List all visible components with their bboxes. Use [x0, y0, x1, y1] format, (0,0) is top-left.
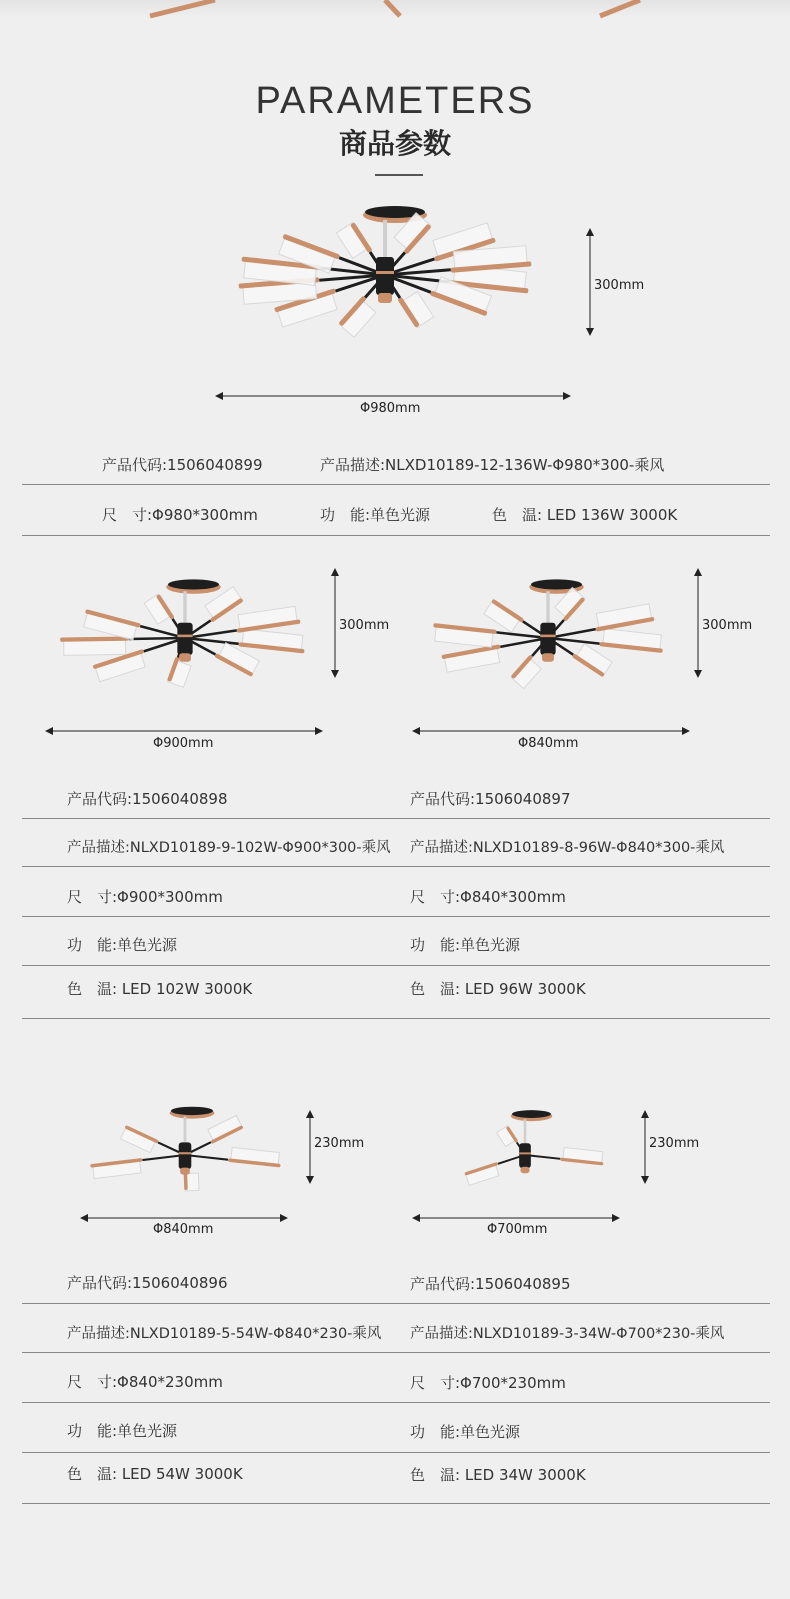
lamp-blade — [510, 654, 543, 688]
lamp-blade — [228, 1147, 282, 1167]
width-label: Φ840mm — [153, 1222, 214, 1237]
width-label: Φ980mm — [360, 401, 421, 416]
divider — [22, 965, 770, 966]
product-temp: 色 温: LED 136W 3000K — [492, 506, 678, 524]
title-cn: 商品参数 — [338, 127, 451, 160]
product-temp: 色 温: LED 96W 3000K — [410, 980, 586, 998]
lamp-image-3 — [400, 560, 690, 700]
divider — [22, 535, 770, 536]
lamp-blade — [238, 629, 306, 654]
lamp-blade — [397, 288, 433, 328]
divider — [22, 866, 770, 867]
lamp-image-4 — [75, 1100, 295, 1210]
lamp-blade — [441, 644, 503, 672]
divider — [22, 484, 770, 485]
product-size: 尺 寸:Φ900*300mm — [67, 888, 223, 906]
lamp-blade — [497, 1125, 519, 1148]
lamp-image-5 — [430, 1100, 610, 1200]
width-label: Φ900mm — [153, 736, 214, 751]
lamp-body-ring — [177, 635, 192, 638]
divider — [22, 1402, 770, 1403]
lamp-arm — [129, 638, 185, 639]
lamp-blade — [484, 599, 525, 634]
lamp-blade — [60, 636, 129, 655]
lamp-body-ring — [376, 271, 394, 274]
product-size: 尺 寸:Φ840*300mm — [410, 888, 566, 906]
lamp-finial — [542, 653, 554, 662]
lamp-arm — [142, 1155, 185, 1160]
height-label: 300mm — [594, 278, 645, 293]
divider — [22, 818, 770, 819]
product-function: 功 能:单色光源 — [320, 506, 431, 524]
lamp-blade — [599, 628, 664, 653]
lamp-blade — [235, 606, 301, 633]
lamp-canopy-top — [168, 579, 219, 589]
lamp-finial — [520, 1167, 529, 1174]
width-label: Φ700mm — [487, 1222, 548, 1237]
product-temp: 色 温: LED 102W 3000K — [67, 980, 253, 998]
product-size: 尺 寸:Φ700*230mm — [410, 1374, 566, 1392]
lamp-blade — [144, 593, 175, 627]
lamp-blade — [464, 1162, 501, 1186]
lamp-blade — [432, 623, 497, 648]
product-desc: 产品描述:NLXD10189-5-54W-Φ840*230-乘风 — [67, 1326, 382, 1342]
lamp-finial — [180, 1168, 190, 1175]
lamp-body — [519, 1143, 531, 1168]
title-en: PARAMETERS — [255, 80, 535, 122]
height-label: 300mm — [339, 618, 390, 633]
lamp-body — [177, 623, 192, 655]
product-desc: 产品描述:NLXD10189-8-96W-Φ840*300-乘风 — [410, 840, 725, 856]
product-code: 产品代码:1506040898 — [67, 790, 228, 808]
lamp-body-ring — [179, 1152, 192, 1154]
title-underline — [375, 174, 423, 176]
divider — [22, 1352, 770, 1353]
lamp-blade — [338, 296, 378, 338]
lamp-body-ring — [540, 635, 555, 638]
width-label: Φ840mm — [518, 736, 579, 751]
lamp-blade — [120, 1125, 159, 1154]
lamp-blade — [560, 1147, 605, 1165]
product-function: 功 能:单色光源 — [67, 1422, 178, 1440]
divider — [22, 1303, 770, 1304]
lamp-body-ring — [519, 1152, 531, 1154]
product-temp: 色 温: LED 34W 3000K — [410, 1466, 586, 1484]
product-desc: 产品描述:NLXD10189-3-34W-Φ700*230-乘风 — [410, 1326, 725, 1342]
product-desc: 产品描述:NLXD10189-12-136W-Φ980*300-乘风 — [320, 456, 665, 474]
product-code: 产品代码:1506040897 — [410, 790, 571, 808]
lamp-image-2 — [40, 560, 330, 700]
lamp-canopy-top — [512, 1110, 551, 1118]
lamp-body — [540, 623, 555, 655]
product-temp: 色 温: LED 54W 3000K — [67, 1465, 243, 1483]
product-function: 功 能:单色光源 — [410, 1423, 521, 1441]
product-code: 产品代码:1506040896 — [67, 1274, 228, 1292]
lamp-blade — [90, 1158, 144, 1179]
lamp-body — [376, 257, 394, 295]
height-label: 230mm — [314, 1136, 365, 1151]
lamp-blade — [81, 609, 140, 641]
product-size: 尺 寸:Φ980*300mm — [102, 506, 258, 524]
product-code: 产品代码:1506040899 — [102, 456, 263, 474]
product-size: 尺 寸:Φ840*230mm — [67, 1373, 223, 1391]
lamp-image-1 — [210, 180, 570, 380]
lamp-finial — [179, 653, 191, 662]
lamp-blade — [593, 603, 655, 631]
lamp-blade-panel — [465, 1163, 499, 1185]
product-function: 功 能:单色光源 — [410, 936, 521, 954]
product-code: 产品代码:1506040895 — [410, 1275, 571, 1293]
lamp-blade — [205, 1115, 243, 1144]
divider — [22, 1018, 770, 1019]
product-function: 功 能:单色光源 — [67, 936, 178, 954]
lamp-canopy-top — [531, 579, 582, 589]
height-label: 230mm — [649, 1136, 700, 1151]
lamp-canopy-top — [171, 1107, 213, 1115]
lamp-arm — [185, 1155, 228, 1160]
height-label: 300mm — [702, 618, 753, 633]
lamp-body — [179, 1142, 192, 1169]
top-decor-arms — [0, 0, 790, 18]
lamp-blade — [572, 642, 613, 677]
divider — [22, 1503, 770, 1504]
divider — [22, 1452, 770, 1453]
lamp-finial — [378, 293, 392, 303]
divider — [22, 916, 770, 917]
product-desc: 产品描述:NLXD10189-9-102W-Φ900*300-乘风 — [67, 840, 391, 856]
lamp-blade — [336, 222, 372, 262]
